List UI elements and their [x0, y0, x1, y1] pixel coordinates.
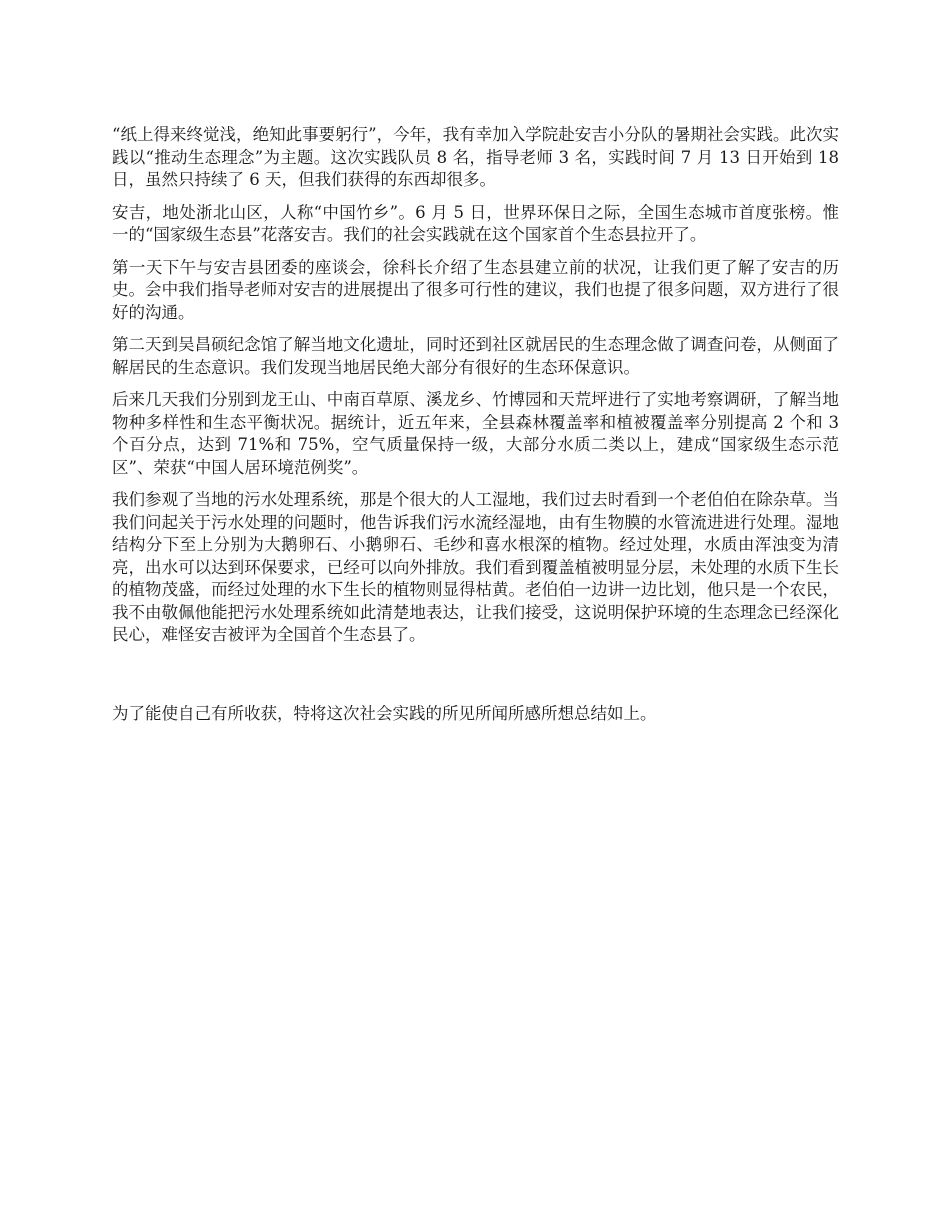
paragraph-field-survey: 后来几天我们分别到龙王山、中南百草原、溪龙乡、竹博园和天荒坪进行了实地考察调研，了解当地物种多样性和生态平衡状况。据统计，近五年来，全县森林覆盖率和植被覆盖率分别提高 2 个和 3 个百分点，达到 71%和 75%，空气质量保持一级，大部分水质二类以上，建成“国家级生态示范区”、荣获“中国人居环境范例奖”。 [112, 390, 839, 477]
paragraph-day-two: 第二天到吴昌硕纪念馆了解当地文化遗址，同时还到社区就居民的生态理念做了调查问卷，从侧面了解居民的生态意识。我们发现当地居民绝大部分有很好的生态环保意识。 [112, 335, 839, 377]
paragraph-day-one: 第一天下午与安吉县团委的座谈会，徐科长介绍了生态县建立前的状况，让我们更了解了安吉的历史。会中我们指导老师对安吉的进展提出了很多可行性的建议，我们也提了很多问题，双方进行了很好的沟通。 [112, 257, 839, 322]
paragraph-closing: 为了能使自己有所收获，特将这次社会实践的所见所闻所感所想总结如上。 [112, 703, 657, 723]
paragraph-wastewater: 我们参观了当地的污水处理系统，那是个很大的人工湿地，我们过去时看到一个老伯伯在除杂草。当我们问起关于污水处理的问题时，他告诉我们污水流经湿地，由有生物膜的水管流进进行处理。湿地结构分下至上分别为大鹅卵石、小鹅卵石、毛纱和喜水根深的植物。经过处理，水质由浑浊变为清亮，出水可以达到环保要求，已经可以向外排放。我们看到覆盖植被明显分层，未处理的水质下生长的植物茂盛，而经过处理的水下生长的植物则显得枯黄。老伯伯一边讲一边比划，他只是一个农民，我不由敬佩他能把污水处理系统如此清楚地表达，让我们接受，这说明保护环境的生态理念已经深化民心，难怪安吉被评为全国首个生态县了。 [112, 490, 839, 644]
paragraph-anji: 安吉，地处浙北山区，人称“中国竹乡”。6 月 5 日，世界环保日之际，全国生态城市首度张榜。惟一的“国家级生态县”花落安吉。我们的社会实践就在这个国家首个生态县拉开了。 [112, 202, 839, 244]
document-body [112, 124, 839, 735]
paragraph-intro: “纸上得来终觉浅，绝知此事要躬行”，今年，我有幸加入学院赴安吉小分队的暑期社会实践。此次实践以“推动生态理念”为主题。这次实践队员 8 名，指导老师 3 名，实践时间 7 月 13 日开始到 18 日，虽然只持续了 6 天，但我们获得的东西却很多。 [112, 125, 839, 189]
